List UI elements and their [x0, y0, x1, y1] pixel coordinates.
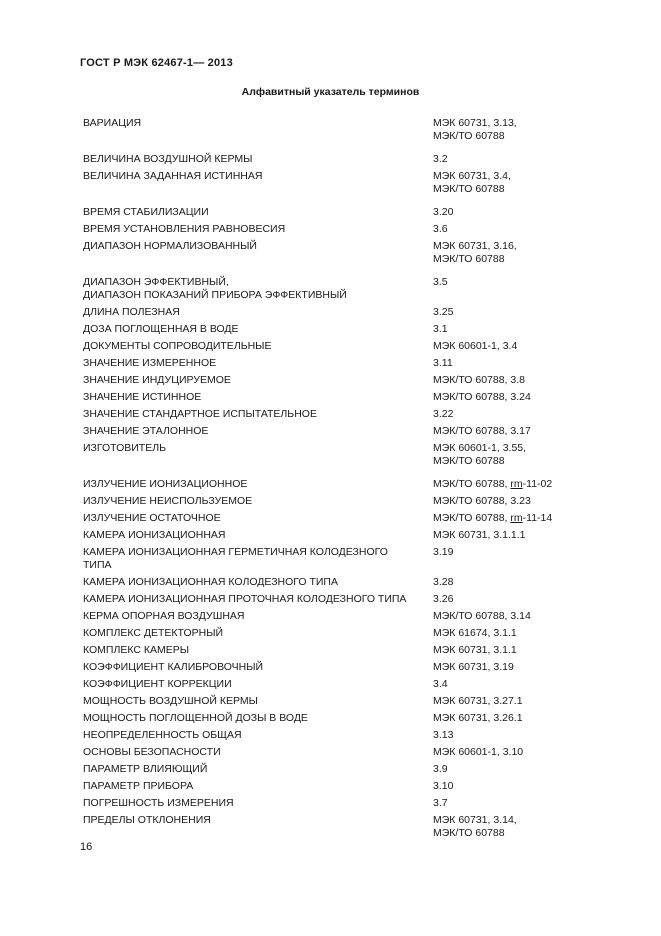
index-term-line: ЗНАЧЕНИЕ ИНДУЦИРУЕМОЕ	[83, 374, 231, 386]
index-reference-line: МЭК 60731, 3.19	[433, 661, 514, 673]
index-reference-line: МЭК 60731, 3.16,	[433, 240, 517, 252]
index-reference-line: 3.5	[433, 276, 448, 288]
index-reference-line: МЭК/ТО 60788	[433, 183, 505, 195]
index-term	[83, 357, 433, 370]
index-reference	[433, 729, 583, 742]
index-entry	[83, 153, 583, 166]
index-term	[83, 729, 433, 742]
index-reference	[433, 170, 583, 196]
index-term-line: ЗНАЧЕНИЕ ИСТИННОЕ	[83, 391, 202, 403]
index-entry	[83, 240, 583, 266]
reference-part: МЭК/ТО 60788,	[433, 478, 511, 490]
index-entry	[83, 695, 583, 708]
index-term-line: ИЗЛУЧЕНИЕ НЕИСПОЛЬЗУЕМОЕ	[83, 495, 253, 507]
index-reference-line: 3.19	[433, 546, 454, 558]
index-entry	[83, 425, 583, 438]
index-reference	[433, 512, 583, 525]
index-reference-line: МЭК/ТО 60788, 3.23	[433, 495, 531, 507]
index-entry	[83, 780, 583, 793]
index-term-line: ОСНОВЫ БЕЗОПАСНОСТИ	[83, 746, 221, 758]
index-entry	[83, 746, 583, 759]
index-reference-line: 3.25	[433, 306, 454, 318]
index-reference	[433, 495, 583, 508]
index-term	[83, 408, 433, 421]
index-term	[83, 576, 433, 589]
index-term	[83, 712, 433, 725]
index-entry	[83, 678, 583, 691]
index-reference	[433, 223, 583, 236]
index-entry	[83, 391, 583, 404]
index-entry	[83, 797, 583, 810]
index-reference	[433, 374, 583, 387]
index-term	[83, 306, 433, 319]
index-reference	[433, 814, 583, 840]
index-reference	[433, 712, 583, 725]
index-term-line: КОМПЛЕКС ДЕТЕКТОРНЫЙ	[83, 627, 224, 639]
index-reference-line: МЭК/ТО 60788	[433, 827, 505, 839]
index-entry	[83, 576, 583, 589]
term-index-list	[83, 117, 583, 844]
index-reference	[433, 306, 583, 319]
index-term-line: КОЭФФИЦИЕНТ КОРРЕКЦИИ	[83, 678, 232, 690]
index-entry	[83, 610, 583, 623]
index-term	[83, 323, 433, 336]
index-reference-line: МЭК/ТО 60788, 3.24	[433, 391, 531, 403]
index-term-line: ДИАПАЗОН ЭФФЕКТИВНЫЙ,	[83, 276, 229, 288]
index-reference-line: МЭК 60731, 3.13,	[433, 117, 517, 129]
index-reference	[433, 276, 583, 302]
page-number: 16	[80, 841, 93, 853]
index-term-line: КАМЕРА ИОНИЗАЦИОННАЯ	[83, 529, 226, 541]
index-term	[83, 425, 433, 438]
reference-part: -11-02	[522, 478, 553, 490]
index-reference-line: 3.13	[433, 729, 454, 741]
index-term-line: ДЛИНА ПОЛЕЗНАЯ	[83, 306, 180, 318]
index-entry	[83, 661, 583, 674]
index-reference-line: МЭК/ТО 60788	[433, 130, 505, 142]
index-reference-line: 3.26	[433, 593, 454, 605]
index-term-line: МОЩНОСТЬ ПОГЛОЩЕННОЙ ДОЗЫ В ВОДЕ	[83, 712, 308, 724]
index-term	[83, 763, 433, 776]
index-term	[83, 695, 433, 708]
index-term-line: ПАРАМЕТР ВЛИЯЮЩИЙ	[83, 763, 208, 775]
index-reference-line: МЭК/ТО 60788	[433, 455, 505, 467]
index-term	[83, 661, 433, 674]
index-term-line: НЕОПРЕДЕЛЕННОСТЬ ОБЩАЯ	[83, 729, 242, 741]
index-reference-line	[433, 512, 583, 525]
index-term	[83, 374, 433, 387]
index-reference-line: МЭК 60731, 3.26.1	[433, 712, 523, 724]
index-term	[83, 814, 433, 840]
index-entry	[83, 593, 583, 606]
reference-underlined-part: rm	[510, 512, 523, 524]
index-reference	[433, 593, 583, 606]
index-entry	[83, 223, 583, 236]
index-term-line: ЗНАЧЕНИЕ СТАНДАРТНОЕ ИСПЫТАТЕЛЬНОЕ	[83, 408, 317, 420]
index-reference	[433, 627, 583, 640]
index-term-line: КАМЕРА ИОНИЗАЦИОННАЯ ПРОТОЧНАЯ КОЛОДЕЗНОГО ТИПА	[83, 593, 407, 605]
index-reference	[433, 763, 583, 776]
index-term-line: ВРЕМЯ СТАБИЛИЗАЦИИ	[83, 206, 209, 218]
index-term-line: ИЗЛУЧЕНИЕ ИОНИЗАЦИОННОЕ	[83, 478, 248, 490]
index-reference-line: 3.22	[433, 408, 454, 420]
index-reference-line: 3.20	[433, 206, 454, 218]
index-reference	[433, 323, 583, 336]
index-entry	[83, 206, 583, 219]
index-reference	[433, 797, 583, 810]
index-term-line: МОЩНОСТЬ ВОЗДУШНОЙ КЕРМЫ	[83, 695, 258, 707]
index-reference	[433, 661, 583, 674]
index-reference-line: МЭК/ТО 60788, 3.8	[433, 374, 525, 386]
reference-part: -11-14	[522, 512, 553, 524]
index-reference	[433, 746, 583, 759]
index-reference	[433, 153, 583, 166]
index-term-line: ДОКУМЕНТЫ СОПРОВОДИТЕЛЬНЫЕ	[83, 340, 272, 352]
index-reference	[433, 240, 583, 266]
index-reference	[433, 546, 583, 572]
index-entry	[83, 729, 583, 742]
index-term	[83, 797, 433, 810]
index-term	[83, 478, 433, 491]
index-entry	[83, 814, 583, 840]
index-reference-line: 3.7	[433, 797, 448, 809]
index-entry	[83, 546, 583, 572]
index-reference	[433, 408, 583, 421]
index-term	[83, 644, 433, 657]
index-term-line: КАМЕРА ИОНИЗАЦИОННАЯ КОЛОДЕЗНОГО ТИПА	[83, 576, 338, 588]
index-term	[83, 512, 433, 525]
index-reference-line: 3.1	[433, 323, 448, 335]
index-reference	[433, 529, 583, 542]
index-reference-line: МЭК 60601-1, 3.55,	[433, 442, 527, 454]
index-term	[83, 610, 433, 623]
index-reference	[433, 357, 583, 370]
index-term	[83, 442, 433, 468]
index-reference-line: 3.10	[433, 780, 454, 792]
index-entry	[83, 627, 583, 640]
index-term	[83, 529, 433, 542]
index-term	[83, 276, 433, 302]
index-entry	[83, 529, 583, 542]
index-entry	[83, 170, 583, 196]
index-term-line: КОЭФФИЦИЕНТ КАЛИБРОВОЧНЫЙ	[83, 661, 264, 673]
index-term	[83, 678, 433, 691]
index-reference-line: МЭК 60731, 3.4,	[433, 170, 511, 182]
index-reference-line: 3.11	[433, 357, 453, 369]
index-term-line: ВЕЛИЧИНА ВОЗДУШНОЙ КЕРМЫ	[83, 153, 253, 165]
index-term-line: КЕРМА ОПОРНАЯ ВОЗДУШНАЯ	[83, 610, 245, 622]
index-entry	[83, 644, 583, 657]
index-reference	[433, 610, 583, 623]
index-term-line: ДИАПАЗОН ПОКАЗАНИЙ ПРИБОРА ЭФФЕКТИВНЫЙ	[83, 289, 347, 301]
index-term	[83, 746, 433, 759]
index-reference	[433, 576, 583, 589]
index-reference-line: МЭК 61674, 3.1.1	[433, 627, 517, 639]
index-reference	[433, 780, 583, 793]
index-term	[83, 240, 433, 266]
index-term-line: ПОГРЕШНОСТЬ ИЗМЕРЕНИЯ	[83, 797, 234, 809]
index-entry	[83, 374, 583, 387]
index-term-line: ИЗЛУЧЕНИЕ ОСТАТОЧНОЕ	[83, 512, 221, 524]
index-reference	[433, 478, 583, 491]
index-reference	[433, 442, 583, 468]
index-term-line: ДОЗА ПОГЛОЩЕННАЯ В ВОДЕ	[83, 323, 239, 335]
index-title: Алфавитный указатель терминов	[241, 86, 420, 98]
index-reference	[433, 117, 583, 143]
index-reference-line: 3.28	[433, 576, 454, 588]
index-entry	[83, 512, 583, 525]
index-entry	[83, 323, 583, 336]
document-header: ГОСТ Р МЭК 62467-1— 2013	[80, 57, 233, 69]
index-reference	[433, 340, 583, 353]
index-entry	[83, 478, 583, 491]
index-term	[83, 780, 433, 793]
index-term	[83, 170, 433, 196]
index-term	[83, 206, 433, 219]
index-term	[83, 340, 433, 353]
index-reference	[433, 425, 583, 438]
reference-part: МЭК/ТО 60788,	[433, 512, 511, 524]
index-term-line: ТИПА	[83, 559, 112, 571]
index-term	[83, 627, 433, 640]
index-term	[83, 391, 433, 404]
index-entry	[83, 340, 583, 353]
index-reference-line: МЭК 60731, 3.27.1	[433, 695, 523, 707]
index-term-line: ПРЕДЕЛЫ ОТКЛОНЕНИЯ	[83, 814, 211, 826]
index-term-line: ЗНАЧЕНИЕ ИЗМЕРЕННОЕ	[83, 357, 217, 369]
index-entry	[83, 306, 583, 319]
index-term-line: КОМПЛЕКС КАМЕРЫ	[83, 644, 190, 656]
index-entry	[83, 276, 583, 302]
index-reference-line: МЭК/ТО 60788, 3.17	[433, 425, 531, 437]
index-reference-line: 3.6	[433, 223, 448, 235]
index-entry	[83, 712, 583, 725]
index-reference-line: 3.9	[433, 763, 448, 775]
index-term	[83, 117, 433, 143]
index-reference	[433, 391, 583, 404]
index-term	[83, 593, 433, 606]
index-term-line: ИЗГОТОВИТЕЛЬ	[83, 442, 167, 454]
index-reference-line: МЭК 60731, 3.1.1	[433, 644, 517, 656]
index-entry	[83, 495, 583, 508]
index-term-line: КАМЕРА ИОНИЗАЦИОННАЯ ГЕРМЕТИЧНАЯ КОЛОДЕЗНОГО	[83, 546, 388, 558]
index-term	[83, 223, 433, 236]
index-term	[83, 153, 433, 166]
index-term	[83, 546, 433, 572]
index-reference-line: 3.4	[433, 678, 448, 690]
index-reference-line: МЭК/ТО 60788	[433, 253, 505, 265]
index-reference-line: МЭК 60731, 3.14,	[433, 814, 517, 826]
index-entry	[83, 763, 583, 776]
index-reference-line: МЭК/ТО 60788, 3.14	[433, 610, 531, 622]
index-term-line: ЗНАЧЕНИЕ ЭТАЛОННОЕ	[83, 425, 209, 437]
index-term-line: ПАРАМЕТР ПРИБОРА	[83, 780, 194, 792]
index-entry	[83, 408, 583, 421]
index-reference-line: МЭК 60601-1, 3.4	[433, 340, 518, 352]
index-term-line: ВЕЛИЧИНА ЗАДАННАЯ ИСТИННАЯ	[83, 170, 263, 182]
index-term-line: ВАРИАЦИЯ	[83, 117, 142, 129]
index-reference	[433, 678, 583, 691]
index-reference-line: МЭК 60731, 3.1.1.1	[433, 529, 526, 541]
reference-underlined-part: rm	[510, 478, 523, 490]
index-reference	[433, 644, 583, 657]
index-entry	[83, 442, 583, 468]
index-reference-line	[433, 478, 583, 491]
index-term	[83, 495, 433, 508]
index-reference	[433, 695, 583, 708]
index-entry	[83, 117, 583, 143]
index-term-line: ДИАПАЗОН НОРМАЛИЗОВАННЫЙ	[83, 240, 257, 252]
index-reference	[433, 206, 583, 219]
index-entry	[83, 357, 583, 370]
index-reference-line: МЭК 60601-1, 3.10	[433, 746, 524, 758]
index-term-line: ВРЕМЯ УСТАНОВЛЕНИЯ РАВНОВЕСИЯ	[83, 223, 286, 235]
index-reference-line: 3.2	[433, 153, 448, 165]
